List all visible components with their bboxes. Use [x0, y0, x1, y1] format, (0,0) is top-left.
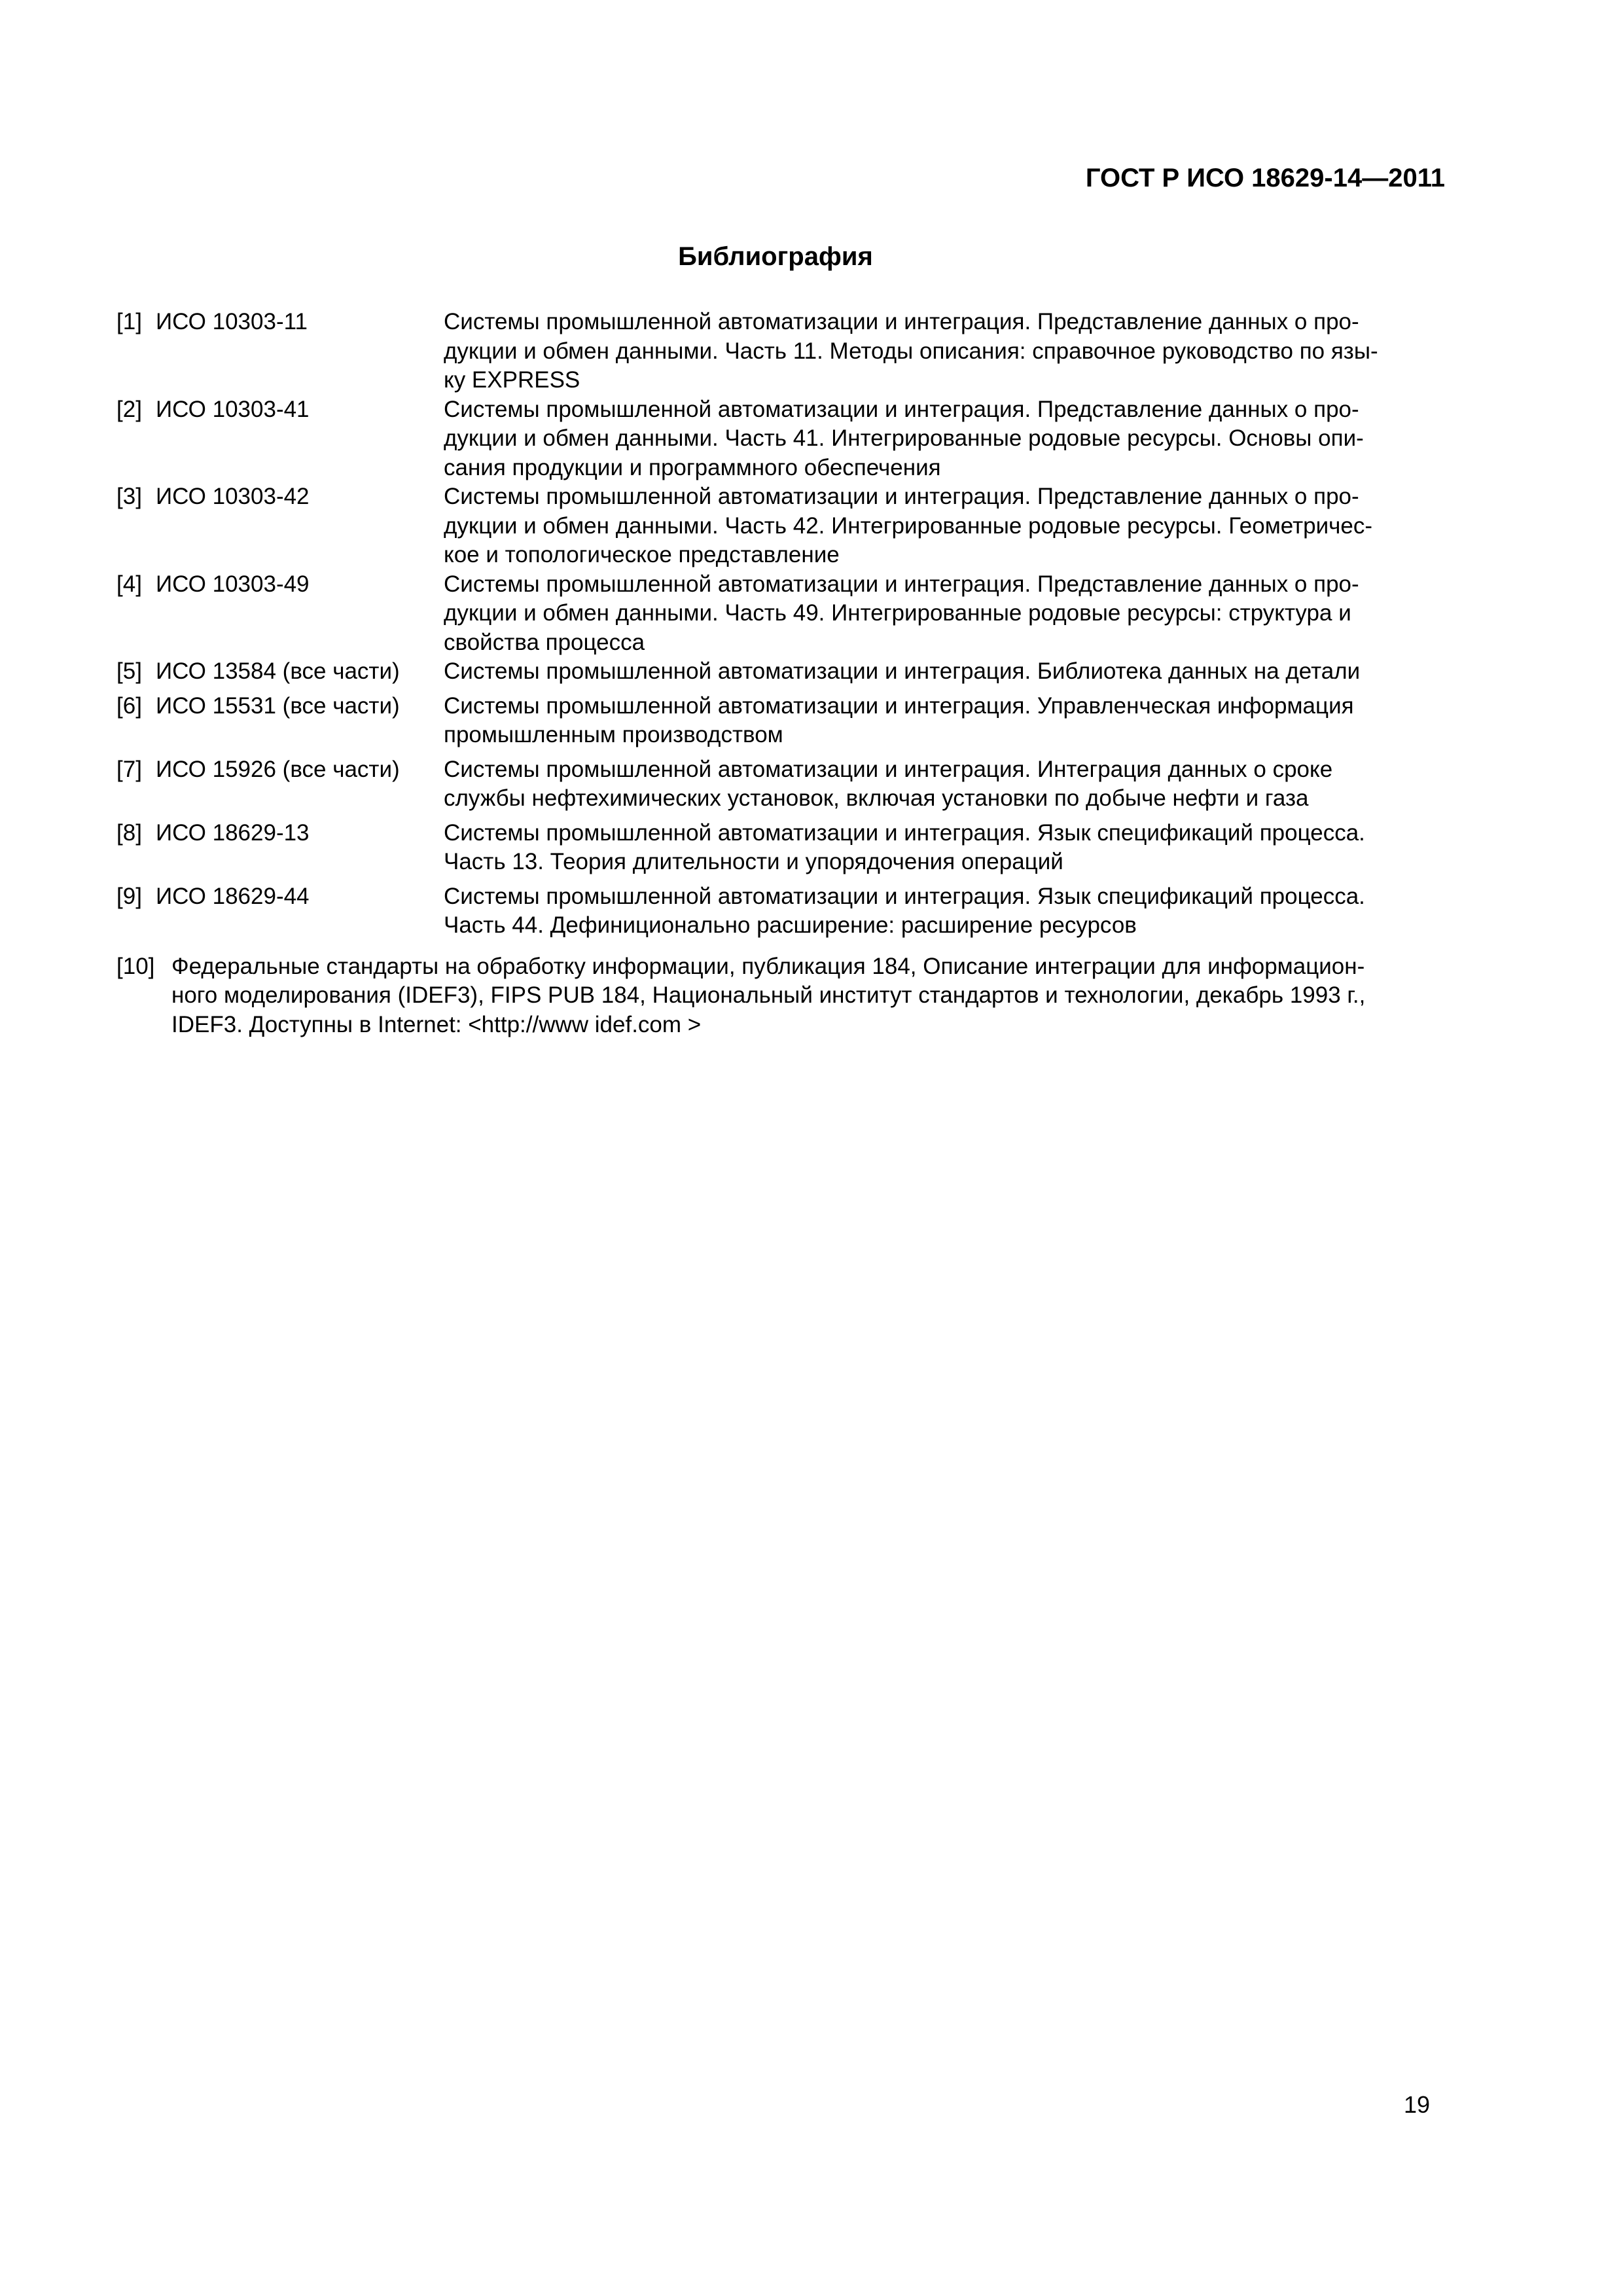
reference-standard-code: ИСО 10303-41 — [156, 396, 310, 422]
reference-standard-code: ИСО 18629-44 — [156, 883, 310, 909]
reference-line: Федеральные стандарты на обработку информации, публикация 184, Описание интеграции для информацион- — [171, 953, 1365, 979]
reference-spacer — [116, 750, 1438, 755]
reference-standard-code: ИСО 15531 (все части) — [156, 692, 400, 719]
reference-text — [444, 657, 1438, 687]
reference-text — [171, 952, 1438, 1040]
reference-line: Системы промышленной автоматизации и интеграция. Язык спецификаций процесса. — [444, 883, 1365, 909]
reference-number: [10] — [116, 953, 155, 979]
reference-number: [5] — [116, 658, 142, 684]
reference-spacer — [116, 687, 1438, 692]
reference-line: Системы промышленной автоматизации и интеграция. Представление данных о про- — [444, 309, 1359, 334]
reference-standard-code: ИСО 10303-11 — [156, 309, 308, 334]
reference-number: [8] — [116, 819, 142, 846]
reference-line: дукции и обмен данными. Часть 11. Методы описания: справочное руководство по язы- — [444, 338, 1378, 364]
reference-text — [444, 482, 1438, 570]
reference-line: IDEF3. Доступны в Internet: <http://www idef.com > — [171, 1011, 702, 1037]
reference-item — [116, 952, 1438, 1040]
reference-spacer — [116, 877, 1438, 882]
reference-standard-code: ИСО 18629-13 — [156, 819, 310, 846]
reference-standard-code: ИСО 15926 (все части) — [156, 756, 400, 782]
reference-standard-code: ИСО 10303-42 — [156, 484, 310, 509]
reference-number: [4] — [116, 571, 142, 597]
reference-item — [116, 755, 1438, 814]
reference-item — [116, 482, 1438, 570]
reference-item — [116, 882, 1438, 941]
reference-text — [444, 395, 1438, 483]
reference-number: [1] — [116, 309, 142, 334]
reference-text — [444, 570, 1438, 658]
reference-standard-code: ИСО 13584 (все части) — [156, 658, 400, 684]
reference-line: кое и топологическое представление — [444, 542, 840, 567]
reference-line: сания продукции и программного обеспечения — [444, 454, 941, 480]
reference-text — [444, 819, 1438, 877]
reference-line: Часть 13. Теория длительности и упорядочения операций — [444, 849, 1063, 874]
reference-line: Системы промышленной автоматизации и интеграция. Интеграция данных о сроке — [444, 756, 1333, 782]
reference-line: Системы промышленной автоматизации и интеграция. Язык спецификаций процесса. — [444, 819, 1365, 846]
reference-number: [6] — [116, 692, 142, 719]
reference-text — [444, 882, 1438, 941]
reference-line: Системы промышленной автоматизации и интеграция. Представление данных о про- — [444, 571, 1359, 597]
reference-standard-code: ИСО 10303-49 — [156, 571, 310, 597]
references-container — [116, 308, 1438, 946]
reference-spacer — [116, 941, 1438, 946]
reference-item — [116, 657, 1438, 687]
reference-line: Системы промышленной автоматизации и интеграция. Управленческая информация — [444, 692, 1354, 719]
reference-text — [444, 755, 1438, 814]
reference-spacer — [116, 814, 1438, 819]
document-code-header: ГОСТ Р ИСО 18629-14—2011 — [1085, 164, 1445, 192]
reference-text — [444, 692, 1438, 750]
reference-item — [116, 395, 1438, 483]
reference-line: ного моделирования (IDEF3), FIPS PUB 184, Национальный институт стандартов и технологии, декабрь 1993 г., — [171, 982, 1366, 1008]
page-number: 19 — [1403, 2091, 1430, 2118]
reference-line: Системы промышленной автоматизации и интеграция. Представление данных о про- — [444, 484, 1359, 509]
reference-line: дукции и обмен данными. Часть 49. Интегрированные родовые ресурсы: структура и — [444, 600, 1351, 626]
reference-item — [116, 308, 1438, 395]
reference-number: [9] — [116, 883, 142, 909]
reference-line: промышленным производством — [444, 722, 783, 747]
reference-line: ку EXPRESS — [444, 367, 580, 393]
reference-line: Системы промышленной автоматизации и интеграция. Представление данных о про- — [444, 396, 1359, 422]
reference-line: свойства процесса — [444, 629, 645, 655]
reference-line: Системы промышленной автоматизации и интеграция. Библиотека данных на детали — [444, 658, 1361, 684]
bibliography-list — [116, 308, 1438, 1039]
reference-line: дукции и обмен данными. Часть 42. Интегрированные родовые ресурсы. Геометричес- — [444, 512, 1373, 539]
reference-line: службы нефтехимических установок, включая установки по добыче нефти и газа — [444, 785, 1309, 811]
reference-number: [2] — [116, 396, 142, 422]
reference-item — [116, 819, 1438, 877]
reference-line: Часть 44. Дефиниционально расширение: расширение ресурсов — [444, 912, 1137, 938]
reference-number: [3] — [116, 484, 142, 509]
page-title: Библиография — [678, 242, 873, 271]
reference-item — [116, 570, 1438, 658]
reference-item — [116, 692, 1438, 750]
reference-text — [444, 308, 1438, 395]
reference-line: дукции и обмен данными. Часть 41. Интегрированные родовые ресурсы. Основы опи- — [444, 425, 1364, 451]
reference-number: [7] — [116, 756, 142, 782]
